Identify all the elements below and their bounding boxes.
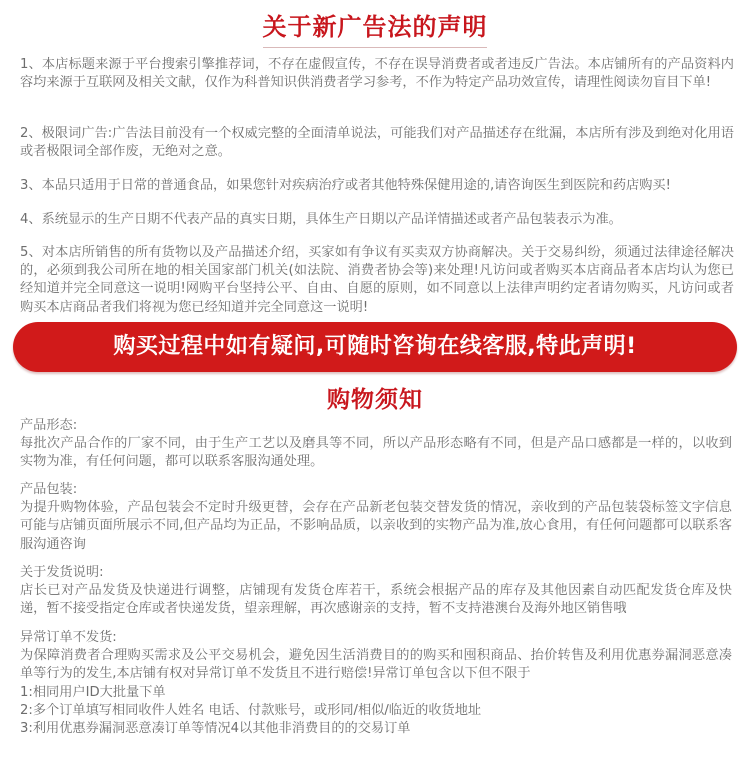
section-body: 店长已对产品发货及快递进行调整，店铺现有发货仓库若干，系统会根据产品的库存及其他因素自动匹配发货仓库及快递，暂不接受指定仓库或者快递发货，望亲理解，再次感谢亲的支持，暂不支持港澳台及海外地区销售哦 bbox=[20, 583, 732, 617]
notice-section-shipping bbox=[20, 564, 732, 619]
abnormal-order-list bbox=[20, 684, 732, 739]
section-heading: 产品形态: bbox=[20, 418, 78, 433]
statement-paragraph-3: 3、本品只适用于日常的普通食品，如果您针对疾病治疗或者其他特殊保健用途的,请咨询医生到医院和药店购买! bbox=[20, 178, 671, 193]
list-item: 2:多个订单填写相同收件人姓名 电话、付款账号，或形同/相似/临近的收货地址 bbox=[20, 702, 482, 718]
notice-section-abnormal-orders bbox=[20, 629, 732, 738]
section-body: 每批次产品合作的厂家不同，由于生产工艺以及磨具等不同，所以产品形态略有不同，但是产品口感都是一样的，以收到实物为准，有任何问题，都可以联系客服沟通处理。 bbox=[20, 436, 732, 470]
list-item: 3:利用优惠券漏洞恶意凑订单等情况4以其他非消费目的的交易订单 bbox=[20, 721, 411, 736]
section-body: 为保障消费者合理购买需求及公平交易机会，避免因生活消费目的的购买和囤积商品、抬价转售及利用优惠券漏洞恶意凑单等行为的发生,本店铺有权对异常订单不发货且不进行赔偿!异常订单包含以下但不限于 bbox=[20, 648, 732, 682]
section-heading: 异常订单不发货: bbox=[20, 630, 117, 645]
statement-paragraph-5: 5、对本店所销售的所有货物以及产品描述介绍，买家如有争议有买卖双方协商解决。关于交易纠纷，须通过法律途径解决的，必须到我公司所在地的相关国家部门机关(如法院、消费者协会等)来处理!凡访问或者购买本店商品者本店均认为您已经知道并完全同意这一说明!网购平台坚持公平、自由、自愿的原则，如不同意以上法律声明约定者请勿购买，凡访问或者购买本店商品者我们将视为您已经知道并完全同意这一说明! bbox=[20, 245, 734, 315]
statement-title: 关于新广告法的声明 bbox=[262, 13, 488, 41]
shopping-notice-title: 购物须知 bbox=[327, 387, 423, 413]
section-body: 为提升购物体验，产品包装会不定时升级更替，会存在产品新老包装交替发货的情况，亲收到的产品包装袋标签文字信息可能与店铺页面所展示不同,但产品均为正品，不影响品质，以亲收到的实物产品为准,放心食用，有任何问题都可以联系客服沟通咨询 bbox=[20, 500, 732, 552]
section-heading: 产品包装: bbox=[20, 482, 78, 497]
statement-paragraph-4: 4、系统显示的生产日期不代表产品的真实日期，具体生产日期以产品详情描述或者产品包装表示为准。 bbox=[20, 212, 622, 227]
customer-service-banner: 购买过程中如有疑问,可随时咨询在线客服,特此声明! bbox=[13, 322, 737, 372]
statement-paragraph-2: 2、极限词广告:广告法目前没有一个权威完整的全面清单说法，可能我们对产品描述存在纰漏，本店所有涉及到绝对化用语或者极限词全部作废，无绝对之意。 bbox=[20, 126, 734, 160]
notice-section-packaging bbox=[20, 481, 732, 554]
title-divider bbox=[263, 47, 487, 48]
notice-section-product-form bbox=[20, 417, 732, 472]
statement-paragraph-1: 1、本店标题来源于平台搜索引擎推荐词，不存在虚假宣传，不存在误导消费者或者违反广告法。本店铺所有的产品资料内容均来源于互联网及相关文献，仅作为科普知识供消费者学习参考，不作为特定产品功效宣传，请理性阅读勿盲目下单! bbox=[20, 57, 734, 91]
section-heading: 关于发货说明: bbox=[20, 565, 104, 580]
list-item: 1:相同用户ID大批量下单 bbox=[20, 684, 166, 700]
